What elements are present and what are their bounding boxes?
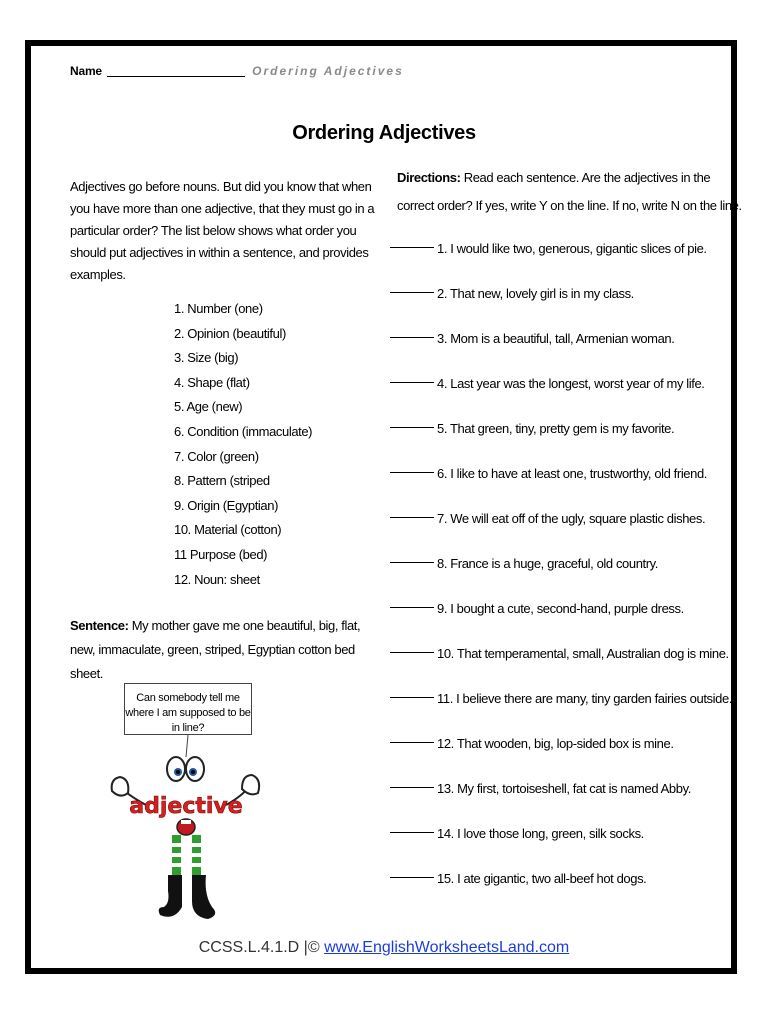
directions-label: Directions:	[397, 170, 461, 185]
list-item: 10. Material (cotton)	[174, 522, 282, 538]
answer-line[interactable]	[390, 787, 434, 788]
answer-line[interactable]	[390, 292, 434, 293]
question-list	[390, 235, 732, 910]
question-item	[390, 415, 732, 460]
question-item	[390, 820, 732, 865]
question-item	[390, 280, 732, 325]
footer	[0, 939, 768, 957]
list-item: 3. Size (big)	[174, 350, 239, 366]
question-text: 14. I love those long, green, silk socks.	[437, 826, 644, 841]
answer-line[interactable]	[390, 247, 434, 248]
question-text: 15. I ate gigantic, two all-beef hot dogs.	[437, 871, 647, 886]
question-text: 3. Mom is a beautiful, tall, Armenian woman.	[437, 331, 675, 346]
question-text: 1. I would like two, generous, gigantic slices of pie.	[437, 241, 707, 256]
question-text: 9. I bought a cute, second-hand, purple dress.	[437, 601, 684, 616]
question-item	[390, 640, 732, 685]
question-item	[390, 775, 732, 820]
list-item: 9. Origin (Egyptian)	[174, 497, 278, 513]
intro-paragraph: Adjectives go before nouns. But did you know that when you have more than one adjective, that they must go in a particular order? The list below shows what order you should put adjectives in within a sentence, and provides examples.	[70, 179, 375, 282]
sentence-text: My mother gave me one beautiful, big, flat, new, immaculate, green, striped, Egyptian cotton bed sheet.	[70, 618, 361, 681]
question-text: 7. We will eat off of the ugly, square plastic dishes.	[437, 511, 706, 526]
question-text: 8. France is a huge, graceful, old country.	[437, 556, 659, 571]
answer-line[interactable]	[390, 562, 434, 563]
question-item	[390, 685, 732, 730]
example-sentence	[70, 614, 370, 686]
name-label: Name	[70, 64, 102, 78]
answer-line[interactable]	[390, 697, 434, 698]
list-item: 5. Age (new)	[174, 399, 243, 415]
footer-standard: CCSS.L.4.1.D |©	[198, 939, 325, 956]
answer-line[interactable]	[390, 877, 434, 878]
question-item	[390, 505, 732, 550]
worksheet-header	[70, 64, 404, 78]
list-item: 1. Number (one)	[174, 301, 263, 316]
list-item: 12. Noun: sheet	[174, 571, 260, 587]
list-item: 7. Color (green)	[174, 448, 259, 464]
question-text: 4. Last year was the longest, worst year of my life.	[437, 376, 705, 391]
adjective-mascot-illustration	[108, 735, 268, 930]
header-subtitle: Ordering Adjectives	[252, 64, 404, 78]
page-title: Ordering Adjectives	[292, 122, 476, 144]
question-text: 2. That new, lovely girl is in my class.	[437, 286, 634, 301]
answer-line[interactable]	[390, 382, 434, 383]
answer-line[interactable]	[390, 742, 434, 743]
speech-bubble: Can somebody tell me where I am supposed to be in line?	[124, 683, 252, 735]
question-text: 6. I like to have at least one, trustworthy, old friend.	[437, 466, 708, 481]
question-text: 11. I believe there are many, tiny garden fairies outside.	[437, 691, 732, 706]
answer-line[interactable]	[390, 832, 434, 833]
question-item	[390, 325, 732, 370]
question-item	[390, 550, 732, 595]
list-item: 11 Purpose (bed)	[174, 546, 268, 562]
question-item	[390, 460, 732, 505]
question-item	[390, 595, 732, 640]
question-text: 12. That wooden, big, lop-sided box is mine.	[437, 736, 674, 751]
answer-line[interactable]	[390, 517, 434, 518]
list-item: 6. Condition (immaculate)	[174, 423, 313, 439]
answer-line[interactable]	[390, 472, 434, 473]
question-item	[390, 235, 732, 280]
question-item	[390, 730, 732, 775]
answer-line[interactable]	[390, 652, 434, 653]
list-item: 2. Opinion (beautiful)	[174, 325, 286, 341]
list-item: 4. Shape (flat)	[174, 374, 250, 390]
footer-website-link[interactable]: www.EnglishWorksheetsLand.com	[324, 939, 570, 956]
list-item: 8. Pattern (striped	[174, 473, 270, 489]
question-text: 10. That temperamental, small, Australian dog is mine.	[437, 646, 729, 661]
name-line[interactable]	[107, 76, 245, 77]
question-item	[390, 370, 732, 415]
adjective-order-list	[174, 297, 312, 592]
answer-line[interactable]	[390, 427, 434, 428]
answer-line[interactable]	[390, 607, 434, 608]
answer-line[interactable]	[390, 337, 434, 338]
question-text: 13. My first, tortoiseshell, fat cat is named Abby.	[437, 781, 691, 796]
question-item	[390, 865, 732, 910]
question-text: 5. That green, tiny, pretty gem is my favorite.	[437, 421, 675, 436]
directions	[397, 164, 742, 220]
sentence-label: Sentence:	[70, 618, 129, 633]
mascot-word: adjective	[129, 794, 243, 819]
directions-text: Read each sentence. Are the adjectives in the correct order? If yes, write Y on the line. If no, write N on the line.	[397, 170, 742, 213]
